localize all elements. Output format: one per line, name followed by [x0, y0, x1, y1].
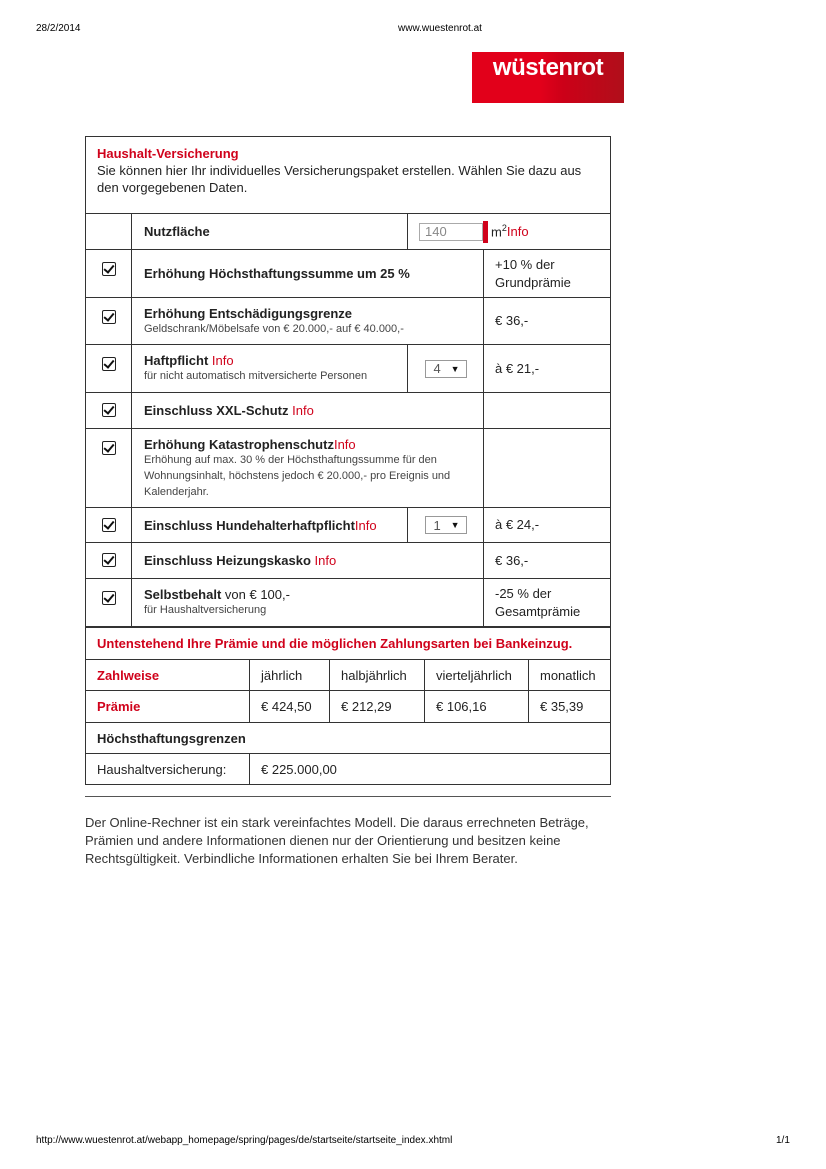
option-price: +10 % der Grundprämie [483, 250, 610, 297]
option-row [86, 249, 610, 297]
limits-heading: Höchsthaftungsgrenzen [97, 730, 246, 746]
option-label-cell [131, 543, 483, 578]
option-row [86, 542, 610, 578]
unit: $m^2$ [491, 223, 507, 240]
katastrophen-info-link[interactable]: Info [333, 437, 356, 452]
checkbox-cell [86, 393, 131, 428]
intro-text: Sie können hier Ihr individuelles Versicherungspaket erstellen. Wählen Sie dazu aus den vorgegebenen Daten. [97, 163, 582, 195]
option-row [86, 392, 610, 428]
checkbox[interactable] [102, 591, 116, 605]
checkbox-cell [86, 429, 131, 507]
haftpflicht-info-link[interactable]: Info [211, 353, 234, 368]
hundehalter-info-link[interactable]: Info [354, 517, 377, 533]
checkbox-cell [86, 298, 131, 344]
select-cell [407, 508, 483, 542]
summary-heading: Untenstehend Ihre Prämie und die möglichen Zahlungsarten bei Bankeinzug. [97, 636, 573, 651]
checkbox[interactable] [102, 310, 116, 324]
checkbox[interactable] [102, 262, 116, 276]
option-row [86, 428, 610, 507]
dropdown-arrow-icon: ▼ [450, 363, 460, 374]
option-price: € 36,- [483, 298, 610, 344]
checkbox[interactable] [102, 441, 116, 455]
option-label: Erhöhung Höchsthaftungssumme um 25 % [144, 266, 410, 281]
option-label: Erhöhung KatastrophenschutzInfo [144, 437, 356, 452]
checkbox[interactable] [102, 518, 116, 532]
premium-value: € 106,16 [424, 691, 528, 722]
option-sub: für Haushaltversicherung [144, 604, 267, 616]
logo-text: wüstenrot [492, 54, 604, 81]
nutzflaeche-input[interactable]: 140 [419, 223, 483, 241]
praemie-label: Prämie [97, 699, 141, 714]
option-label: Einschluss Heizungskasko Info [144, 553, 337, 568]
premium-value: € 212,29 [329, 691, 424, 722]
premium-row [86, 690, 610, 722]
option-label-cell [131, 508, 407, 542]
option-price: -25 % der Gesamtprämie [483, 579, 610, 626]
option-sub: für nicht automatisch mitversicherte Personen [144, 370, 368, 382]
checkbox[interactable] [102, 403, 116, 417]
option-label-cell [131, 579, 483, 626]
option-row [86, 297, 610, 344]
premium-value: € 35,39 [528, 691, 610, 722]
summary-heading-row [86, 626, 610, 659]
nutzflaeche-row [86, 213, 610, 249]
option-price [483, 393, 610, 428]
limits-row [86, 753, 610, 784]
option-row [86, 507, 610, 542]
required-marker [483, 221, 488, 243]
option-label: Einschluss HundehalterhaftpflichtInfo [144, 517, 377, 533]
dogs-select[interactable]: 1 ▼ [425, 516, 467, 534]
checkbox-cell [86, 345, 131, 392]
select-cell [407, 345, 483, 392]
option-label-cell [131, 345, 407, 392]
limits-label: Haushaltversicherung: [97, 761, 227, 777]
checkbox[interactable] [102, 553, 116, 567]
option-label-cell [131, 429, 483, 507]
payment-col: jährlich [249, 660, 329, 690]
option-label: Haftpflicht Info [144, 353, 234, 368]
option-label-cell [131, 393, 483, 428]
print-date: 28/2/2014 [36, 23, 81, 34]
page-number: 1/1 [776, 1135, 790, 1146]
option-row [86, 344, 610, 392]
checkbox-cell [86, 543, 131, 578]
zahlweise-label: Zahlweise [97, 667, 160, 683]
limits-value: € 225.000,00 [249, 754, 610, 784]
nutzflaeche-info-link[interactable]: Info [506, 224, 529, 239]
payment-header-row [86, 659, 610, 690]
nutzflaeche-label: Nutzfläche [144, 224, 210, 239]
option-sub: Erhöhung auf max. 30 % der Höchsthaftungssumme für den Wohnungsinhalt, höchstens jedoch € 20.000,- pro Ereignis und Kalenderjahr. [144, 454, 451, 498]
limits-heading-row [86, 722, 610, 753]
nutzflaeche-label-cell [131, 214, 407, 249]
option-price: à € 21,- [483, 345, 610, 392]
option-row [86, 578, 610, 626]
wuestenrot-logo[interactable] [472, 52, 624, 103]
print-url: http://www.wuestenrot.at/webapp_homepage/spring/pages/de/startseite/startseite_index.xhtml [36, 1135, 453, 1146]
divider [85, 796, 611, 797]
premium-value: € 424,50 [249, 691, 329, 722]
option-label: Einschluss XXL-Schutz Info [144, 403, 314, 418]
persons-select[interactable]: 4 ▼ [425, 360, 467, 378]
heizungskasko-info-link[interactable]: Info [314, 553, 337, 568]
payment-col: monatlich [528, 660, 610, 690]
checkbox-cell [86, 508, 131, 542]
payment-col: vierteljährlich [424, 660, 528, 690]
checkbox[interactable] [102, 357, 116, 371]
option-label: Selbstbehalt von € 100,- [144, 587, 290, 602]
disclaimer: Der Online-Rechner ist ein stark vereinfachtes Modell. Die daraus errechneten Beträge, Prämien und andere Informationen dienen nur der Orientierung und besitzen keine Rechtsgültigkeit. Verbindliche Informationen erhalten Sie bei Ihrem Berater. [85, 815, 589, 866]
form-title: Haushalt-Versicherung [97, 146, 239, 161]
option-label-cell [131, 250, 483, 297]
empty-cell [86, 214, 131, 249]
intro-row [86, 137, 610, 213]
payment-col: halbjährlich [329, 660, 424, 690]
option-price [483, 429, 610, 507]
xxl-info-link[interactable]: Info [292, 403, 314, 418]
checkbox-cell [86, 579, 131, 626]
dropdown-arrow-icon: ▼ [450, 520, 460, 530]
option-label-cell [131, 298, 483, 344]
print-site: www.wuestenrot.at [398, 23, 482, 34]
checkbox-cell [86, 250, 131, 297]
option-sub: Geldschrank/Möbelsafe von € 20.000,- auf € 40.000,- [144, 322, 404, 335]
nutzflaeche-input-cell [407, 214, 610, 249]
option-price: à € 24,- [483, 508, 610, 542]
option-price: € 36,- [483, 543, 610, 578]
calculator-form [85, 136, 611, 785]
option-label: Erhöhung Entschädigungsgrenze [144, 305, 353, 321]
